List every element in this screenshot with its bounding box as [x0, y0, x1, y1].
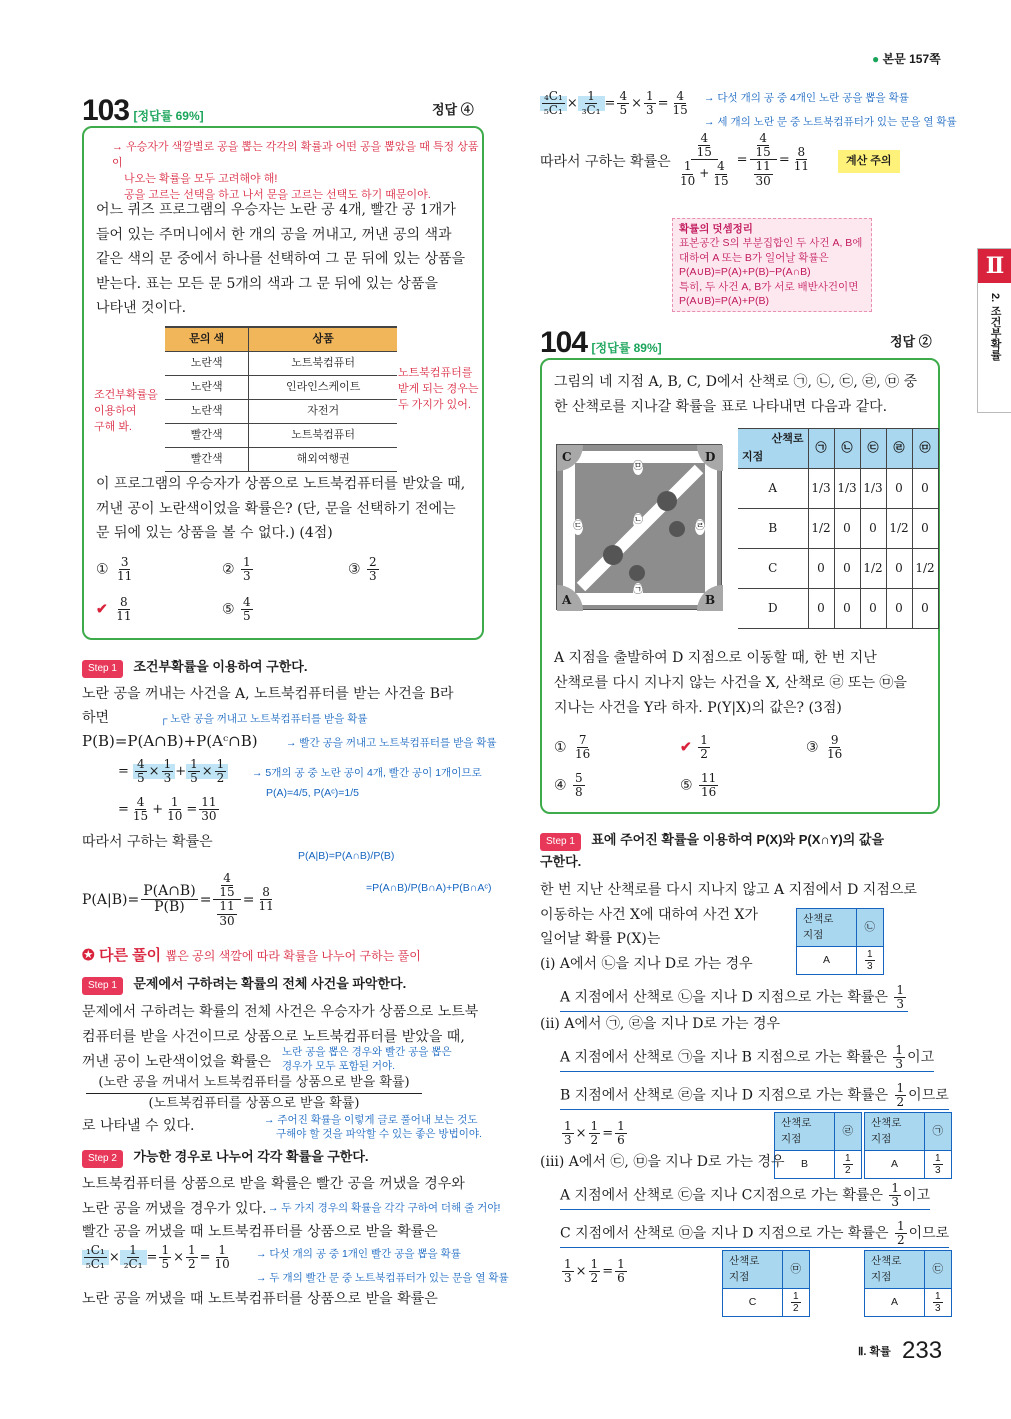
alt-step2 — [82, 1147, 369, 1169]
table-cell: 0 — [860, 589, 886, 629]
table-cell: 0 — [834, 509, 860, 549]
intro-line: 그림의 네 지점 A, B, C, D에서 산책로 ㉠, ㉡, ㉢, ㉣, ㉤ 중 — [554, 374, 918, 390]
mini-head-left: 지점 — [803, 929, 824, 942]
step-badge: Step 1 — [82, 977, 123, 995]
table-cell: 0 — [808, 549, 834, 589]
table-cell: 0 — [834, 589, 860, 629]
table-cell: 1/2 — [912, 549, 938, 589]
mini-row-label: A — [865, 1150, 925, 1178]
choice-1[interactable] — [554, 734, 594, 761]
choice-denominator: 16 — [575, 747, 591, 762]
mini-corner: 산책로 지점 — [865, 1251, 925, 1289]
choice-mark: ① — [554, 739, 567, 756]
choice-numerator: 9 — [830, 733, 839, 747]
table-cell: 0 — [886, 549, 912, 589]
note-line: 경우가 모두 포함된 거야. — [282, 1059, 396, 1072]
question-line: 산책로를 다시 지나지 않는 사건을 X, 산책로 ㉣ 또는 ㉤을 — [554, 675, 907, 691]
path-2-label: ㉡ — [633, 513, 643, 529]
table-cell: 0 — [912, 469, 938, 509]
path-5-label: ㉤ — [633, 459, 643, 475]
table-head-top: 산책로 — [771, 433, 804, 445]
table-header: ㉣ — [886, 429, 912, 469]
choice-3[interactable] — [348, 556, 381, 583]
point-c-label: C — [562, 450, 572, 464]
solution-line: 한 번 지난 산책로를 다시 지나지 않고 A 지점에서 D 지점으로 — [540, 882, 917, 898]
question-line: 지나는 사건을 Y라 하자. P(Y|X)의 값은? (3점) — [554, 700, 842, 716]
mini-corner: 산책로 지점 — [775, 1113, 835, 1151]
note-yellow-ball: → 다섯 개의 공 중 4개인 노란 공을 뽑을 확률 — [704, 92, 909, 104]
choice-4[interactable] — [96, 596, 135, 623]
pb-calc-2: = $\frac{4}{15}$ + $\frac{1}{10}$ = $\frac{11}{30}$ — [118, 795, 217, 824]
table-cell: 1/3 — [834, 469, 860, 509]
table-cell: 0 — [834, 549, 860, 589]
pab-label: P(A|B)= — [82, 891, 140, 908]
table-cell: 노트북컴퓨터 — [249, 352, 397, 376]
choice-denominator: 8 — [575, 785, 583, 800]
choice-numerator: 2 — [369, 555, 377, 569]
case1-line: A 지점에서 산책로 ㉡을 지나 D 지점으로 가는 확률은 $\frac{1}{3}$ — [560, 984, 908, 1012]
mini-corner: 산책로 지점 — [723, 1251, 783, 1289]
check-icon: ✔ — [680, 739, 692, 756]
choice-mark: ① — [96, 561, 109, 578]
note-line: 구해야 할 것을 파악할 수 있는 좋은 방법이야. — [276, 1127, 482, 1140]
point-b-label: B — [705, 593, 716, 607]
note-add-two-cases: → 두 가지 경우의 확률을 각각 구하여 더해 줄 거야! — [268, 1202, 501, 1214]
case-line: (i) A에서 ㉡을 지나 D로 가는 경우 — [540, 955, 753, 972]
door-prize-table — [165, 326, 397, 472]
alt-fraction-denominator: (노트북컴퓨터를 상품으로 받을 확률) — [148, 1096, 360, 1112]
answer-label: 정답 ④ — [432, 102, 474, 117]
note-line: 노트북컴퓨터를 — [398, 367, 473, 379]
mini-table-c5 — [722, 1250, 810, 1317]
note-line: 조건부확률을 — [94, 389, 158, 401]
case3-text: C 지점에서 산책로 ㉤을 지나 D 지점으로 가는 확률은 — [560, 1225, 889, 1242]
step-title: 가능한 경우로 나누어 각각 확률을 구한다. — [133, 1149, 369, 1164]
alt-title: 다른 풀이 — [99, 947, 162, 964]
left-side-note — [94, 388, 162, 436]
yellow-case-calc: $\frac{\text{₄C₁}}{\text{₅C₁}}$ × $\frac{1}{\text{₃C₁}}$ = $\frac{4}{5}$ × $\frac{1}{3}$ = $\frac{4}{15}$ — [540, 90, 692, 117]
correct-rate: [정답률 89%] — [591, 341, 662, 355]
choice-5[interactable] — [680, 772, 720, 799]
case3-suffix: 이고 — [903, 1187, 931, 1204]
choice-numerator: 11 — [701, 771, 717, 785]
mini-row-label: B — [775, 1150, 835, 1178]
page-reference-text: 본문 157쪽 — [882, 52, 941, 66]
rule-line: P(A∪B)=P(A)+P(B) — [679, 295, 769, 308]
choice-denominator: 11 — [116, 609, 132, 624]
choice-numerator: 5 — [575, 771, 583, 785]
case2-suffix: 이고 — [907, 1049, 935, 1066]
choice-denominator: 3 — [369, 569, 377, 584]
question-line: 문 뒤에 있는 상품을 볼 수 없다.) (4점) — [96, 525, 333, 541]
therefore-text-2: 따라서 구하는 확률은 — [540, 154, 671, 170]
problem-number: 104 — [540, 326, 588, 359]
park-map — [556, 444, 722, 610]
table-row — [165, 448, 397, 472]
intro-line: 받는다. 표는 모든 문 5개의 색과 그 문 뒤에 있는 상품을 — [96, 275, 438, 292]
case3-text: A 지점에서 산책로 ㉢을 지나 C지점으로 가는 확률은 — [560, 1187, 883, 1204]
choice-numerator: 1 — [243, 555, 251, 569]
page-number: 233 — [902, 1337, 943, 1364]
choice-mark: ④ — [554, 777, 567, 794]
note-red-and-laptop: → 빨간 공을 꺼내고 노트북컴퓨터를 받을 확률 — [286, 737, 497, 749]
answer-label: 정답 ② — [890, 334, 932, 349]
note-conditional-expand: =P(A∩B)/P(B∩A)+P(B∩Aᶜ) — [366, 882, 492, 894]
choice-numerator: 4 — [243, 595, 251, 609]
alt-line: 컴퓨터를 받을 사건이므로 상품으로 노트북컴퓨터를 받았을 때, — [82, 1029, 465, 1045]
row-label: B — [738, 509, 808, 549]
choice-denominator: 16 — [827, 747, 843, 762]
mini-col: ㉣ — [835, 1113, 862, 1151]
step-title-cont: 구한다. — [540, 853, 582, 869]
note-good-method — [264, 1114, 482, 1141]
pab-equation: P(A|B)= $\frac{P(A\cap B)}{P(B)}$ = $\frac{\frac{4}{15}}{\frac{11}{30}}$ = $\frac{8}{11}$ — [82, 871, 274, 928]
mini-cell: $\frac{1}{3}$ — [925, 1150, 952, 1178]
table-header: 문의 색 — [165, 327, 249, 352]
step-title: 조건부확률을 이용하여 구한다. — [133, 659, 308, 674]
choice-denominator: 3 — [243, 569, 251, 584]
table-cell: 노란색 — [165, 352, 249, 376]
mini-corner: 산책로 지점 — [865, 1113, 925, 1151]
alt-line: 노란 공을 꺼냈을 경우가 있다. — [82, 1201, 267, 1217]
table-cell: 1/3 — [860, 469, 886, 509]
choice-denominator: 5 — [243, 609, 251, 624]
solution-line: 일어날 확률 P(X)는 — [540, 931, 661, 947]
table-row — [165, 424, 397, 448]
table-row — [738, 589, 938, 629]
table-cell: 0 — [886, 589, 912, 629]
table-cell: 노트북컴퓨터 — [249, 424, 397, 448]
mini-cell: $\frac{1}{3}$ — [925, 1288, 952, 1316]
mini-cell: $\frac{1}{2}$ — [783, 1288, 810, 1316]
check-icon: ✔ — [96, 601, 108, 618]
path-4-label: ㉣ — [695, 519, 705, 535]
note-line: 구해 봐. — [94, 420, 132, 433]
table-corner — [738, 429, 808, 469]
solution-103-step1 — [82, 657, 307, 679]
calc-caution-badge: 계산 주의 — [838, 150, 900, 173]
table-header-row — [165, 327, 397, 352]
mini-cell: $\frac{1}{3}$ — [857, 946, 884, 974]
path-3-label: ㉢ — [573, 519, 583, 535]
problem-103-question — [96, 472, 480, 546]
solution-104-step1 — [540, 830, 940, 872]
table-cell: 인라인스케이트 — [249, 376, 397, 400]
note-yellow-door: → 세 개의 노란 문 중 노트북컴퓨터가 있는 문을 열 확률 — [704, 116, 957, 128]
table-row — [165, 352, 397, 376]
page-reference — [872, 50, 941, 69]
choice-numerator: 7 — [578, 733, 587, 747]
choice-3[interactable] — [806, 734, 846, 761]
table-cell: 노란색 — [165, 376, 249, 400]
mini-corner — [797, 909, 857, 947]
tip-line: → 우승자가 색깔별로 공을 뽑는 각각의 확률과 어떤 공을 뽑았을 때 특정 상품이 — [112, 141, 479, 169]
note-includes-both — [282, 1046, 452, 1073]
table-cell: 0 — [912, 589, 938, 629]
mini-col: ㉢ — [925, 1251, 952, 1289]
mini-row-label: A — [797, 946, 857, 974]
mini-cell: $\frac{1}{2}$ — [835, 1150, 862, 1178]
note-conditional-def: P(A|B)=P(A∩B)/P(B) — [298, 850, 395, 862]
mini-table-a3 — [864, 1250, 952, 1317]
pb-calc-1: = $\frac{4}{5}$ × $\frac{1}{3}$ + $\frac{1}{5}$ × $\frac{1}{2}$ — [118, 758, 228, 785]
chapter-label: 2. 조건부확률 — [989, 293, 1002, 361]
mini-row-label: A — [865, 1288, 925, 1316]
table-cell: 1/2 — [886, 509, 912, 549]
case2-suffix: 이므로 — [908, 1087, 949, 1104]
rule-line: 대하여 A 또는 B가 일어날 확률은 — [679, 251, 829, 264]
table-cell: 1/3 — [808, 469, 834, 509]
choice-5[interactable] — [222, 596, 255, 623]
correct-rate: [정답률 69%] — [133, 109, 204, 123]
solution-line: 노란 공을 꺼내는 사건을 A, 노트북컴퓨터를 받는 사건을 B라 — [82, 686, 454, 702]
note-line: 노란 공을 뽑은 경우와 빨간 공을 뽑은 — [282, 1046, 452, 1058]
red-case-calc: $\frac{\text{₁C₁}}{\text{₅C₁}}$ × $\frac{1}{\text{₂C₁}}$ = $\frac{1}{5}$ × $\frac{1}{2}$ = $\frac{1}{10}$ — [82, 1244, 234, 1271]
chapter-number: Ⅱ — [978, 249, 1011, 283]
step-badge: Step 1 — [540, 833, 581, 851]
step-badge: Step 2 — [82, 1150, 123, 1168]
circle-icon: ● — [872, 52, 880, 66]
mini-col: ㉠ — [925, 1113, 952, 1151]
table-cell: 0 — [860, 509, 886, 549]
question-line: 이 프로그램의 우승자가 상품으로 노트북컴퓨터를 받았을 때, — [96, 476, 466, 492]
step-title: 문제에서 구하려는 확률의 전체 사건을 파악한다. — [133, 976, 407, 991]
choice-2[interactable] — [222, 556, 255, 583]
table-row — [165, 400, 397, 424]
case3-suffix: 이므로 — [908, 1225, 950, 1242]
note-yellow-and-laptop: ┌ 노란 공을 꺼내고 노트북컴퓨터를 받을 확률 — [160, 713, 368, 725]
choice-denominator: 2 — [700, 747, 708, 762]
problem-number: 103 — [82, 94, 130, 127]
row-label: C — [738, 549, 808, 589]
footer-section: Ⅱ. 확률 — [858, 1346, 891, 1358]
choice-denominator: 11 — [117, 569, 133, 584]
choice-2[interactable] — [680, 734, 712, 761]
case3-line1: A 지점에서 산책로 ㉢을 지나 C지점으로 가는 확률은 $\frac{1}{3}$ 이고 — [560, 1181, 931, 1210]
case3-calc: $\frac{1}{3}$ × $\frac{1}{2}$ = $\frac{1}{6}$ — [564, 1257, 625, 1286]
case1-text: A 지점에서 산책로 ㉡을 지나 D 지점으로 가는 확률은 — [560, 989, 888, 1006]
right-side-note — [398, 366, 482, 414]
mini-row-label: C — [723, 1288, 783, 1316]
alt-line: 꺼낸 공이 노란색이었을 확률은 — [82, 1054, 272, 1070]
red-tip-note — [112, 140, 482, 204]
note-line: 두 가지가 있어. — [398, 398, 471, 411]
problem-104-intro — [554, 370, 934, 420]
solution-line: 이동하는 사건 X에 대하여 사건 X가 — [540, 906, 758, 923]
table-cell: 해외여행권 — [249, 448, 397, 472]
alt-express: 로 나타낼 수 있다. — [82, 1118, 195, 1134]
row-label: A — [738, 469, 808, 509]
alt-subtitle: 뽑은 공의 색깔에 따라 확률을 나누어 구하는 풀이 — [165, 949, 421, 963]
table-header: ㉡ — [834, 429, 860, 469]
table-header: ㉢ — [860, 429, 886, 469]
table-head-left: 지점 — [742, 450, 764, 463]
choice-denominator: 16 — [701, 785, 717, 800]
mini-table-a2 — [796, 908, 884, 975]
rule-line: P(A∪B)=P(A)+P(B)−P(A∩B) — [679, 266, 811, 279]
note-text: 노란 공을 꺼내고 노트북컴퓨터를 받을 확률 — [170, 713, 368, 725]
table-row — [165, 376, 397, 400]
alt-fraction-numerator: (노란 공을 꺼내서 노트북컴퓨터를 상품으로 받을 확률) — [86, 1073, 422, 1094]
case2-line2: B 지점에서 산책로 ㉣을 지나 D 지점으로 가는 확률은 $\frac{1}{2}$ 이므로 — [560, 1081, 949, 1110]
mini-head-top: 산책로 — [803, 913, 834, 925]
path-probability-table — [738, 428, 939, 629]
tip-line: 나오는 확률을 모두 고려해야 해! — [124, 172, 278, 185]
rule-title: 확률의 덧셈정리 — [679, 223, 753, 235]
choice-mark: ⑤ — [222, 601, 235, 618]
question-line: 꺼낸 공이 노란색이었을 확률은? (단, 문을 선택하기 전에는 — [96, 500, 456, 517]
mini-table-b4 — [774, 1112, 862, 1179]
choice-mark: ② — [222, 561, 235, 578]
table-row — [738, 549, 938, 589]
yellow-case-line: 노란 공을 꺼냈을 때 노트북컴퓨터를 상품으로 받을 확률은 — [82, 1291, 438, 1307]
table-cell: 노란색 — [165, 400, 249, 424]
table-cell: 빨간색 — [165, 448, 249, 472]
note-red-ball: → 다섯 개의 공 중 1개인 빨간 공을 뽑을 확률 — [256, 1248, 461, 1260]
case2-text: B 지점에서 산책로 ㉣을 지나 D 지점으로 가는 확률은 — [560, 1087, 889, 1104]
table-row — [738, 469, 938, 509]
intro-line: 같은 색의 문 중에서 하나를 선택하여 그 문 뒤에 있는 상품을 — [96, 251, 466, 267]
star-icon: ✪ — [82, 947, 95, 964]
chapter-side-tab[interactable] — [977, 248, 1011, 413]
path-1-label: ㉠ — [633, 583, 643, 599]
tip-line: 공을 고르는 선택을 하고 나서 문을 고르는 선택도 하기 때문이야. — [124, 188, 431, 201]
table-cell: 자전거 — [249, 400, 397, 424]
rule-line: 표본공간 S의 부분집합인 두 사건 A, B에 — [679, 237, 863, 250]
therefore-text: 따라서 구하는 확률은 — [82, 834, 213, 850]
note-line: 이용하여 — [94, 404, 137, 417]
question-line: A 지점을 출발하여 D 지점으로 이동할 때, 한 번 지난 — [554, 650, 877, 666]
intro-line: 어느 퀴즈 프로그램의 우승자는 노란 공 4개, 빨간 공 1개가 — [96, 202, 456, 218]
table-cell: 1/2 — [860, 549, 886, 589]
choice-mark: ⑤ — [680, 777, 693, 794]
choice-mark: ③ — [806, 739, 819, 756]
note-pa: P(A)=4/5, P(Aᶜ)=1/5 — [266, 787, 360, 799]
choice-4[interactable] — [554, 772, 587, 799]
case2-title: (ii) A에서 ㉠, ㉣을 지나 D로 가는 경우 — [540, 1016, 781, 1032]
table-cell: 0 — [912, 509, 938, 549]
point-d-label: D — [705, 450, 716, 464]
table-header: ㉠ — [808, 429, 834, 469]
case2-calc: $\frac{1}{3}$ × $\frac{1}{2}$ = $\frac{1}{6}$ — [564, 1119, 625, 1148]
step-title: 표에 주어진 확률을 이용하여 P(X)와 P(X∩Y)의 값을 — [591, 832, 885, 847]
table-header-row — [738, 429, 938, 469]
alt-solution-header — [82, 944, 421, 968]
point-a-label: A — [562, 593, 572, 607]
alt-fraction — [86, 1073, 422, 1114]
case3-line2: C 지점에서 산책로 ㉤을 지나 D 지점으로 가는 확률은 $\frac{1}{2}$ 이므로 — [560, 1219, 950, 1248]
problem-104-question — [554, 646, 934, 721]
solution-line: 하면 — [82, 710, 110, 726]
intro-line: 나타낸 것이다. — [96, 300, 187, 316]
choice-numerator: 3 — [120, 555, 129, 569]
table-header: ㉤ — [912, 429, 938, 469]
choice-mark: ③ — [348, 561, 361, 578]
case2-line1: A 지점에서 산책로 ㉠을 지나 B 지점으로 가는 확률은 $\frac{1}{3}$ 이고 — [560, 1043, 935, 1072]
red-case-line: 빨간 공을 꺼냈을 때 노트북컴퓨터를 상품으로 받을 확률은 — [82, 1224, 438, 1240]
mini-table-a1 — [864, 1112, 952, 1179]
table-cell: 1/2 — [808, 509, 834, 549]
table-cell: 0 — [808, 589, 834, 629]
intro-line: 들어 있는 주머니에서 한 개의 공을 꺼내고, 꺼낸 공의 색과 — [96, 226, 452, 243]
table-row — [738, 509, 938, 549]
table-cell: 0 — [886, 469, 912, 509]
mini-col: ㉤ — [783, 1251, 810, 1289]
mini-col: ㉡ — [857, 909, 884, 947]
choice-numerator: 1 — [700, 733, 708, 747]
row-label: D — [738, 589, 808, 629]
rule-line: 특히, 두 사건 A, B가 서로 배반사건이면 — [679, 280, 859, 293]
case3-title: (iii) A에서 ㉢, ㉤을 지나 D로 가는 경우 — [540, 1154, 785, 1170]
addition-rule-box — [672, 218, 872, 312]
note-line: → 주어진 확률을 이렇게 글로 풀어내 보는 것도 — [264, 1114, 478, 1126]
note-red-door: → 두 개의 빨간 문 중 노트북컴퓨터가 있는 문을 열 확률 — [256, 1272, 509, 1284]
alt-step1 — [82, 974, 406, 996]
choice-numerator: 8 — [120, 595, 128, 609]
table-cell: 빨간색 — [165, 424, 249, 448]
alt-final-calc: $\frac{4}{15}$ $\frac{1}{10}$ + $\frac{4}{15}$ = $\frac{\frac{4}{15}}{\frac{11}{30}}$ = $\frac{8}{11}$ — [680, 131, 809, 188]
note-line: 받게 되는 경우는 — [398, 382, 479, 395]
table-header: 상품 — [249, 327, 397, 352]
step-badge: Step 1 — [82, 660, 123, 678]
alt-line: 문제에서 구하려는 확률의 전체 사건은 우승자가 상품으로 노트북 — [82, 1004, 479, 1020]
choice-1[interactable] — [96, 556, 136, 583]
case2-text: A 지점에서 산책로 ㉠을 지나 B 지점으로 가는 확률은 — [560, 1049, 887, 1066]
alt-line: 노트북컴퓨터를 상품으로 받을 확률은 빨간 공을 꺼냈을 경우와 — [82, 1176, 465, 1192]
problem-103-intro — [96, 198, 476, 321]
pb-equation: P(B)=P(A∩B)+P(Aᶜ∩B) — [82, 732, 258, 750]
intro-line: 한 산책로를 지나갈 확률을 표로 나타내면 다음과 같다. — [554, 399, 888, 415]
note-ball-count: → 5개의 공 중 노란 공이 4개, 빨간 공이 1개이므로 — [252, 767, 482, 779]
